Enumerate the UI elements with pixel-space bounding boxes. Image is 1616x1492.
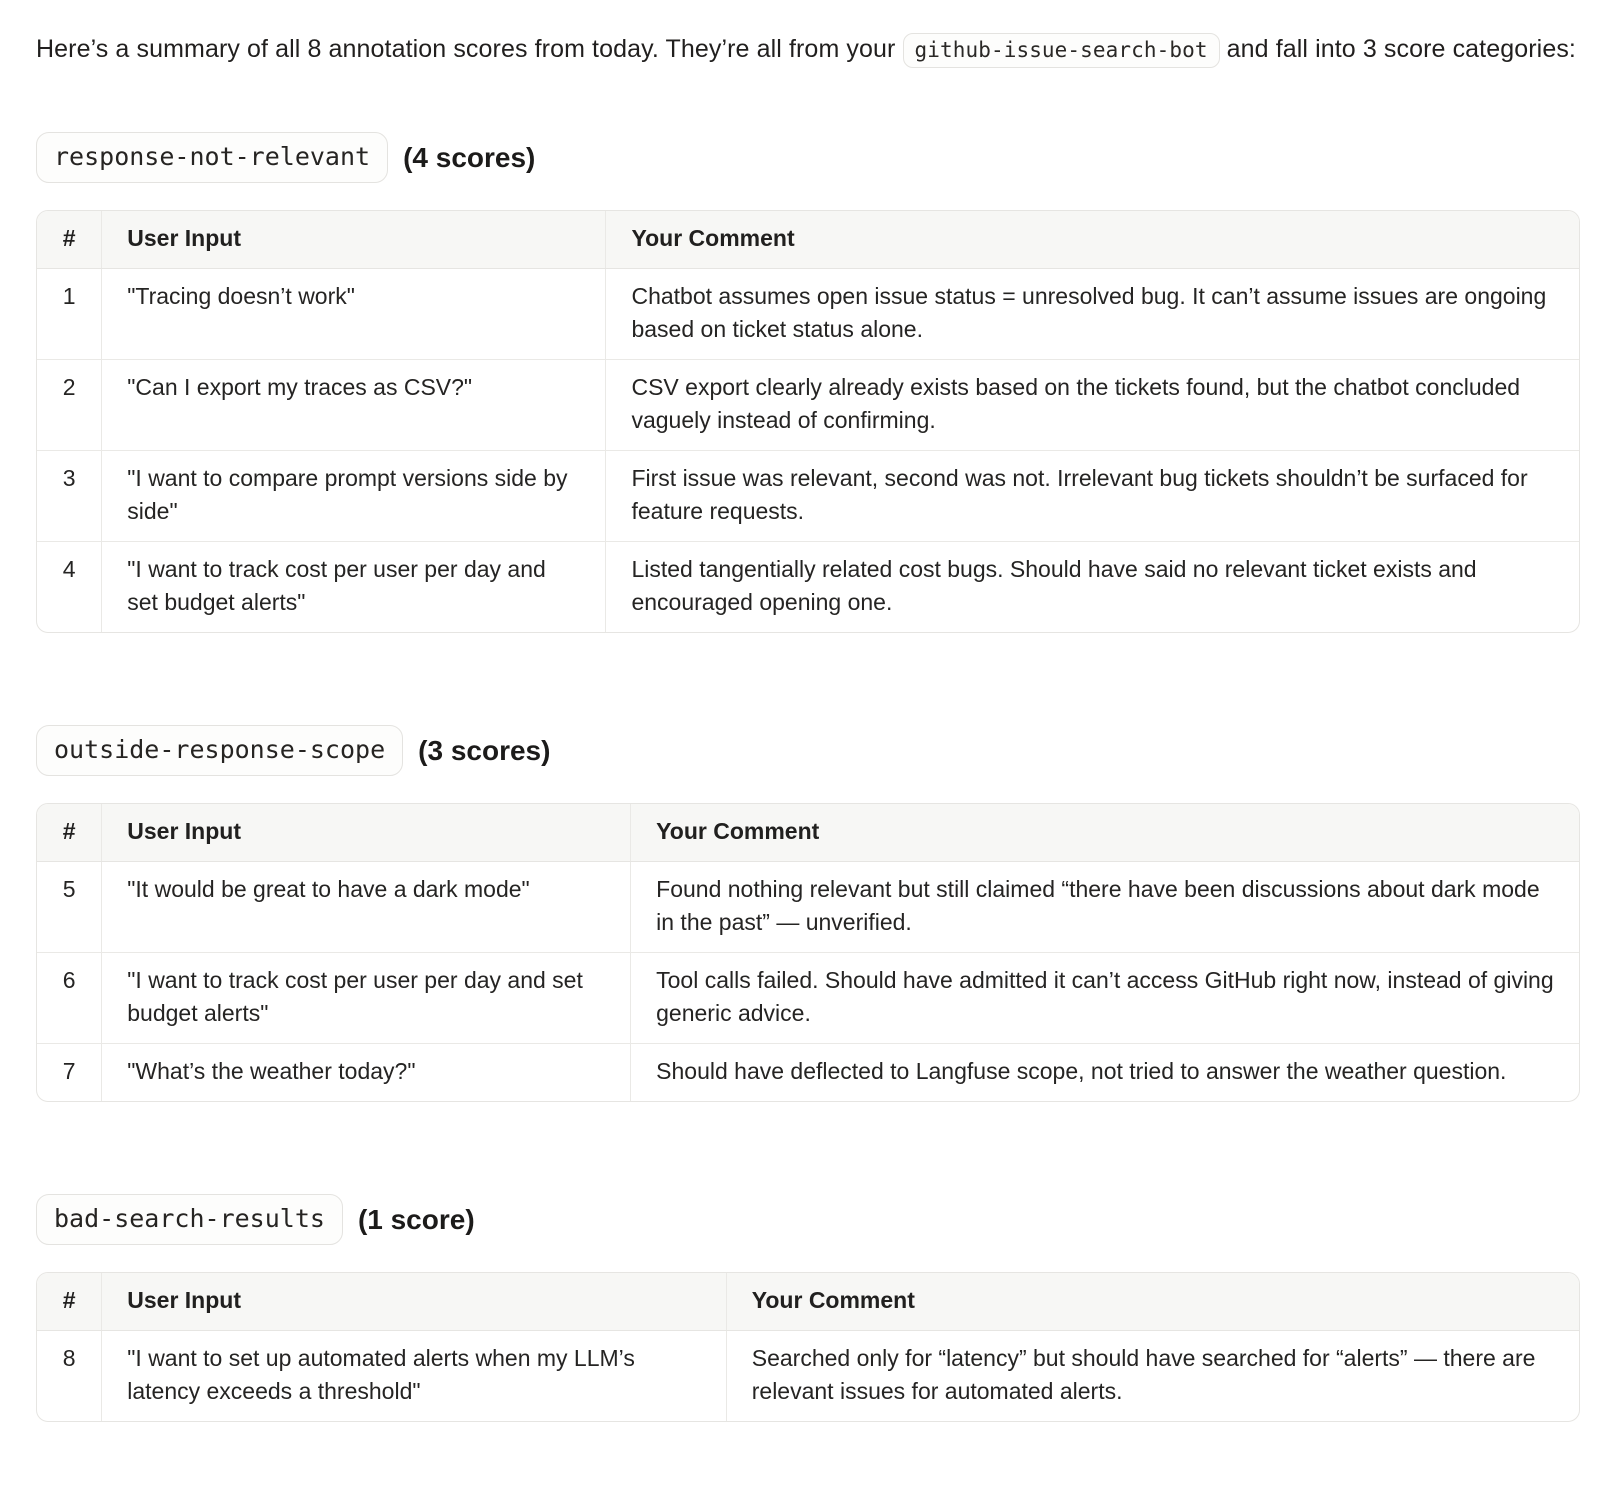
table-row — [37, 1331, 1579, 1422]
column-header-number: # — [37, 804, 102, 862]
scores-table-container — [36, 803, 1580, 1102]
user-input-cell: "I want to compare prompt versions side by side" — [102, 451, 606, 542]
section-heading — [36, 132, 1580, 183]
column-header-number: # — [37, 1273, 102, 1331]
score-count-label: (1 score) — [357, 1203, 475, 1235]
scores-table — [37, 211, 1579, 632]
score-category-pill: outside-response-scope — [36, 725, 403, 776]
score-category-section — [36, 132, 1580, 633]
row-number-cell: 7 — [37, 1044, 102, 1102]
user-input-cell: "Can I export my traces as CSV?" — [102, 360, 606, 451]
section-heading — [36, 725, 1580, 776]
user-input-cell: "It would be great to have a dark mode" — [102, 862, 631, 953]
intro-text-before: Here’s a summary of all 8 annotation scores from today. They’re all from your — [36, 35, 896, 63]
your-comment-cell: First issue was relevant, second was not. Irrelevant bug tickets shouldn’t be surfaced for feature requests. — [606, 451, 1579, 542]
score-category-section — [36, 725, 1580, 1102]
row-number-cell: 8 — [37, 1331, 102, 1422]
section-heading — [36, 1194, 1580, 1245]
table-row — [37, 862, 1579, 953]
column-header-user-input: User Input — [102, 211, 606, 269]
score-category-pill: bad-search-results — [36, 1194, 343, 1245]
column-header-number: # — [37, 211, 102, 269]
score-category-section — [36, 1194, 1580, 1422]
score-count-label: (3 scores) — [418, 734, 551, 766]
your-comment-cell: Listed tangentially related cost bugs. Should have said no relevant ticket exists and encouraged opening one. — [606, 542, 1579, 633]
column-header-your-comment: Your Comment — [631, 804, 1579, 862]
score-category-pill: response-not-relevant — [36, 132, 388, 183]
column-header-your-comment: Your Comment — [606, 211, 1579, 269]
scores-table-container — [36, 210, 1580, 633]
user-input-cell: "Tracing doesn’t work" — [102, 269, 606, 360]
table-header-row — [37, 211, 1579, 269]
table-row — [37, 953, 1579, 1044]
score-count-label: (4 scores) — [403, 141, 536, 173]
intro-text-after: and fall into 3 score categories: — [1226, 35, 1576, 63]
scores-table-container — [36, 1272, 1580, 1422]
your-comment-cell: Chatbot assumes open issue status = unresolved bug. It can’t assume issues are ongoing based on ticket status alone. — [631, 283, 1547, 342]
table-header-row — [37, 804, 1579, 862]
your-comment-cell: CSV export clearly already exists based on the tickets found, but the chatbot concluded vaguely instead of confirming. — [606, 360, 1579, 451]
scores-table — [37, 1273, 1579, 1421]
user-input-cell: "What’s the weather today?" — [102, 1044, 631, 1102]
your-comment-cell: Found nothing relevant but still claimed “there have been discussions about dark mode in the past” — unverified. — [656, 876, 1540, 935]
row-number-cell: 3 — [37, 451, 102, 542]
your-comment-cell: Should have deflected to Langfuse scope, not tried to answer the weather question. — [631, 1044, 1579, 1102]
table-row — [37, 451, 1579, 542]
column-header-your-comment: Your Comment — [726, 1273, 1579, 1331]
row-number-cell: 2 — [37, 360, 102, 451]
table-row — [37, 542, 1579, 633]
bot-name-code-pill: github-issue-search-bot — [903, 33, 1220, 68]
user-input-cell: "I want to set up automated alerts when my LLM’s latency exceeds a threshold" — [102, 1331, 727, 1422]
table-header-row — [37, 1273, 1579, 1331]
your-comment-cell: Tool calls failed. Should have admitted it can’t access GitHub right now, instead of giving generic advice. — [631, 953, 1579, 1044]
column-header-user-input: User Input — [102, 1273, 727, 1331]
table-row — [37, 360, 1579, 451]
row-number-cell: 4 — [37, 542, 102, 633]
your-comment-cell: Searched only for “latency” but should have searched for “alerts” — there are relevant issues for automated alerts. — [751, 1345, 1536, 1404]
user-input-cell: "I want to track cost per user per day and set budget alerts" — [102, 542, 606, 633]
intro-paragraph — [36, 26, 1580, 74]
row-number-cell: 6 — [37, 953, 102, 1044]
column-header-user-input: User Input — [102, 804, 631, 862]
row-number-cell: 1 — [37, 269, 102, 360]
user-input-cell: "I want to track cost per user per day and set budget alerts" — [102, 953, 631, 1044]
row-number-cell: 5 — [37, 862, 102, 953]
table-row — [37, 1044, 1579, 1102]
scores-table — [37, 804, 1579, 1101]
table-row — [37, 269, 1579, 360]
